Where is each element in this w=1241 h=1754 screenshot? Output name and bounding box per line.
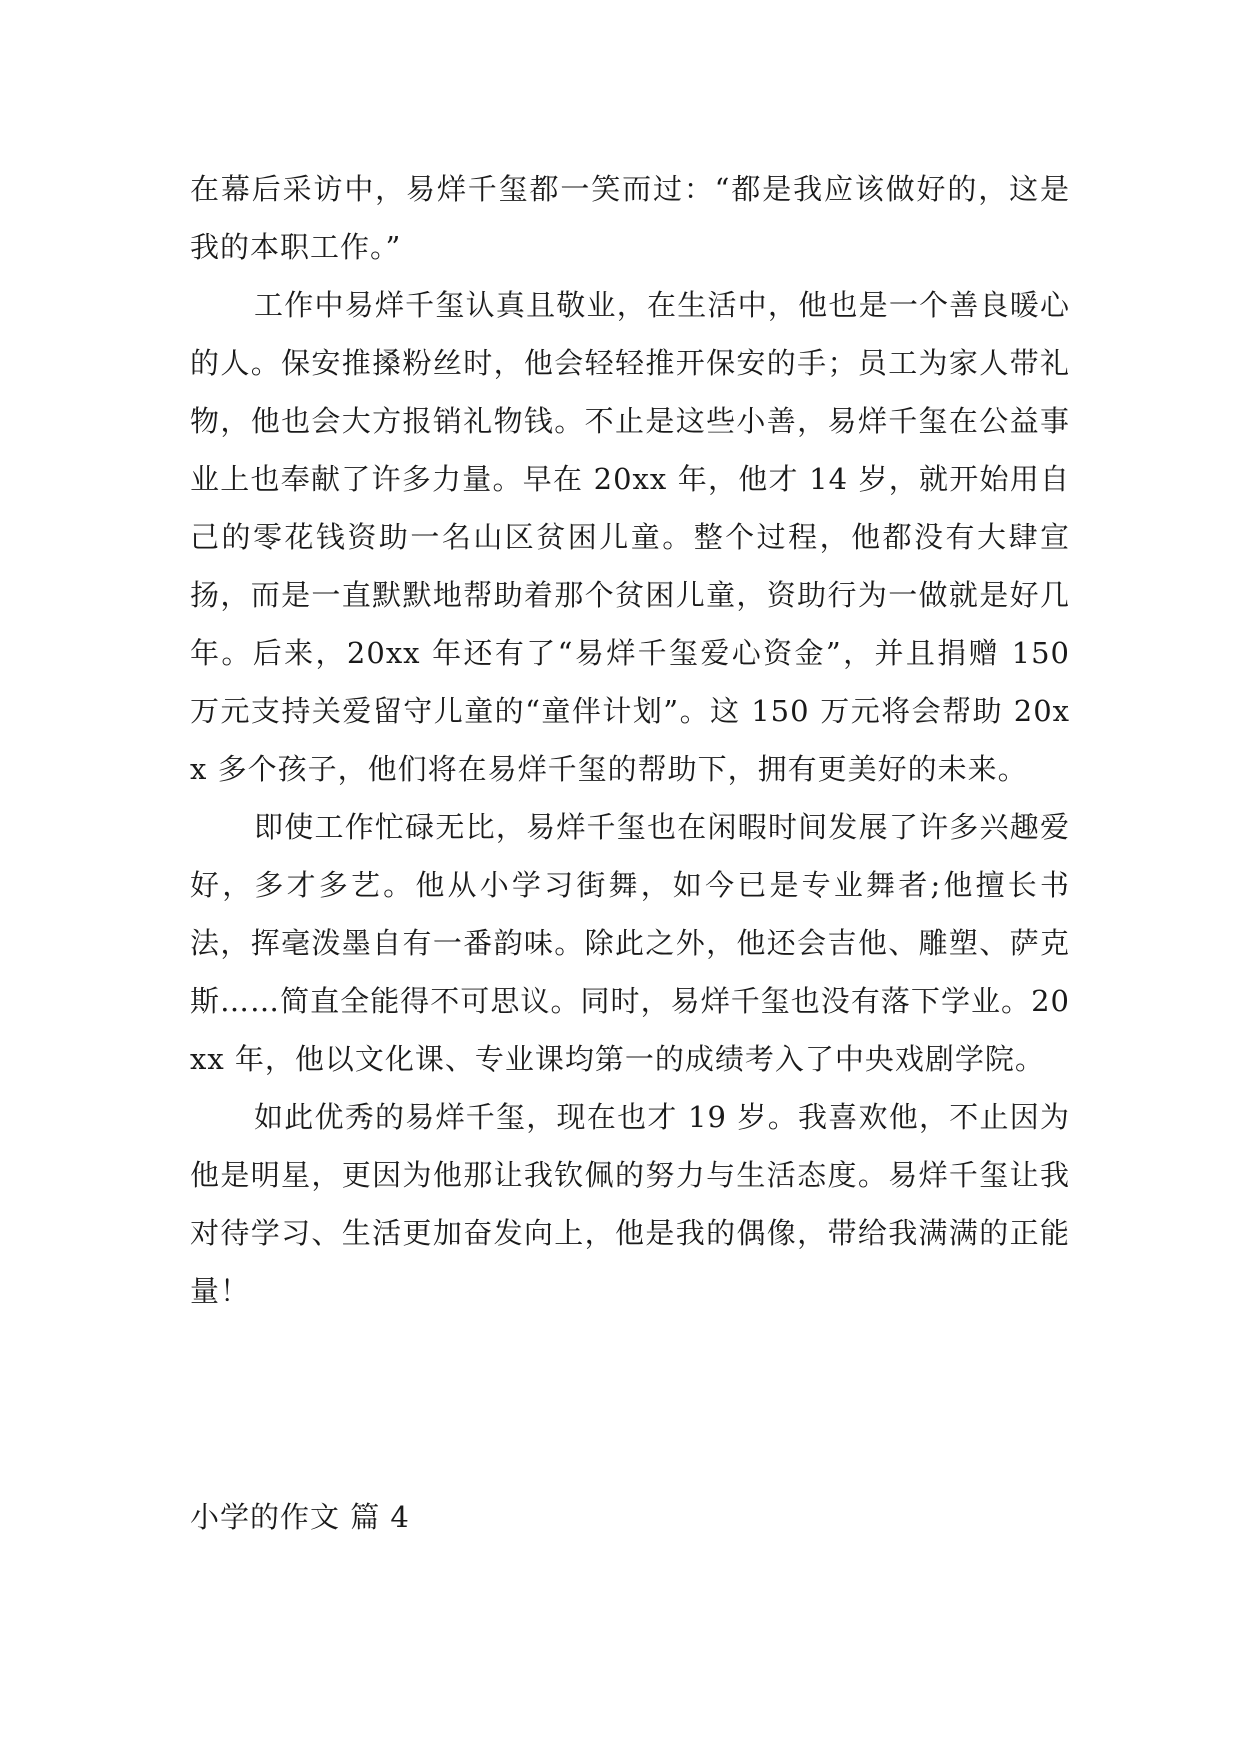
document-body: [190, 160, 1070, 1320]
paragraph-conclusion: 如此优秀的易烊千玺，现在也才 19 岁。我喜欢他，不止因为他是明星，更因为他那让我钦佩的努力与生活态度。易烊千玺让我对待学习、生活更加奋发向上，他是我的偶像，带给我满满的正能量！: [190, 1100, 1070, 1308]
section-heading: 小学的作文 篇 4: [190, 1500, 410, 1534]
paragraph-hobbies: 即使工作忙碌无比，易烊千玺也在闲暇时间发展了许多兴趣爱好，多才多艺。他从小学习街舞，如今已是专业舞者;他擅长书法，挥毫泼墨自有一番韵味。除此之外，他还会吉他、雕塑、萨克斯……简直全能得不可思议。同时，易烊千玺也没有落下学业。20xx 年，他以文化课、专业课均第一的成绩考入了中央戏剧学院。: [190, 810, 1070, 1076]
paragraph-kindness: 工作中易烊千玺认真且敬业，在生活中，他也是一个善良暖心的人。保安推搡粉丝时，他会轻轻推开保安的手；员工为家人带礼物，他也会大方报销礼物钱。不止是这些小善，易烊千玺在公益事业上也奉献了许多力量。早在 20xx 年，他才 14 岁，就开始用自己的零花钱资助一名山区贫困儿童。整个过程，他都没有大肆宣扬，而是一直默默地帮助着那个贫困儿童，资助行为一做就是好几年。后来，20xx 年还有了“易烊千玺爱心资金”，并且捐赠 150 万元支持关爱留守儿童的“童伴计划”。这 150 万元将会帮助 20xx 多个孩子，他们将在易烊千玺的帮助下，拥有更美好的未来。: [190, 288, 1070, 786]
paragraph-interview: 在幕后采访中，易烊千玺都一笑而过：“都是我应该做好的，这是我的本职工作。”: [190, 172, 1070, 264]
